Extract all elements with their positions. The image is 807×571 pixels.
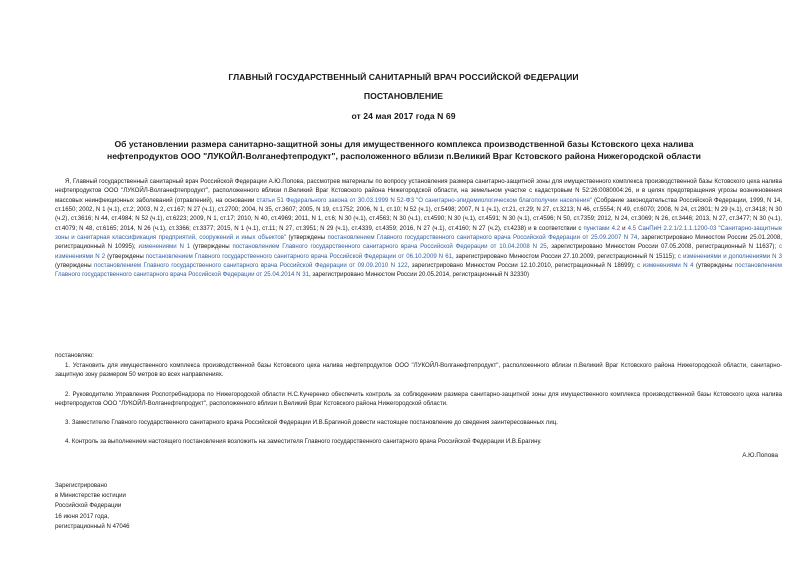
preamble-text: , зарегистрировано Минюстом России 12.10.2010, регистрационный N 18699); xyxy=(407,262,638,270)
registration-line: 16 июня 2017 года, xyxy=(55,512,110,520)
link-resolution-2014-31[interactable]: постановлением Главного государственного санитарного врача Российской Федерации от 25.04.2014 N 31 xyxy=(55,262,782,279)
link-amendments-1[interactable]: изменениями N 1 xyxy=(138,243,191,251)
preamble-text: (утверждены xyxy=(190,243,233,251)
preamble-text: , зарегистрировано Минюстом России 20.05.2014, регистрационный N 32330) xyxy=(308,271,530,279)
preamble-text: Я, Главный государственный санитарный врач Российской Федерации А.Ю.Попова, рассмотрев материалы по вопросу установления размера санитарно-защитной зоны для имущественного комплекса производственной базы Кстовского цеха налива нефтепродуктов ООО "ЛУКОЙЛ-Волганефтепродукт", расположенного вблизи п.Великий Враг Кстовского района Нижегородской области, на земельном участке с кадастровым N 52:26:0080004:26, и в целях предотвращения угрозы возникновения массовых неинфекционных заболеваний (отравлений), на основании xyxy=(55,178,782,204)
preamble-text: , зарегистрировано Минюстом России 27.10.2009, регистрационный N 15115); xyxy=(452,252,678,260)
link-resolution-2008-25[interactable]: постановлением Главного государственного санитарного врача Российской Федерации от 10.04.2008 N 25 xyxy=(232,243,547,251)
item-4 xyxy=(55,437,782,446)
document-title: Об установлении размера санитарно-защитной зоны для имущественного комплекса производственной базы Кстовского цеха налива нефтепродуктов ООО "ЛУКОЙЛ-Волганефтепродукт", расположенного вблизи п.Великий Враг Кстовского района Нижегородской области xyxy=(107,139,701,161)
registration-line: Российской Федерации xyxy=(55,502,122,510)
link-amendments-3[interactable]: с изменениями и дополнениями N 3 xyxy=(677,252,783,260)
preamble-text: , зарегистрировано Минюстом России 25.01.2008, регистрационный N 10995); xyxy=(55,234,782,251)
link-resolution-2007-74[interactable]: постановлением Главного государственного санитарного врача Российской Федерации от 25.09.2007 N 74 xyxy=(327,234,638,242)
item-4-text: 4. Контроль за выполнением настоящего постановления возложить на заместителя Главного государственного санитарного врача Российской Федерации И.В.Брагину. xyxy=(65,438,542,445)
link-amendments-2[interactable]: с изменениями N 2 xyxy=(55,243,783,260)
item-1 xyxy=(55,361,782,380)
preamble-text: и xyxy=(620,224,628,232)
item-3 xyxy=(55,418,782,427)
issuing-authority: ГЛАВНЫЙ ГОСУДАРСТВЕННЫЙ САНИТАРНЫЙ ВРАЧ РОССИЙСКОЙ ФЕДЕРАЦИИ xyxy=(228,72,579,82)
registration-line: Зарегистрировано xyxy=(55,482,108,489)
registration-line: регистрационный N 47046 xyxy=(55,522,130,530)
link-sanpin-item-4-5[interactable]: 4.5 СанПиН 2.2.1/2.1.1.1200-03 "Санитарно-защитные зоны и санитарная классификация предприятий, сооружений и иных объектов" xyxy=(55,224,782,242)
item-1-text: 1. Установить для имущественного комплекса производственной базы Кстовского цеха налива нефтепродуктов ООО "ЛУКОЙЛ-Волганефтепродукт", расположенного вблизи п.Великий Враг Кстовского района Нижегородской области, санитарно-защитную зону размером 50 метров во всех направлениях. xyxy=(55,362,782,379)
registration-block xyxy=(55,481,130,532)
preamble xyxy=(55,177,782,280)
link-amendments-4[interactable]: с изменениями N 4 xyxy=(637,262,694,270)
document-date-number: от 24 мая 2017 года N 69 xyxy=(351,111,456,121)
item-2-text: 2. Руководителю Управления Роспотребнадзора по Нижегородской области Н.С.Кучеренко обеспечить контроль за соблюдением размера санитарно-защитной зоны для имущественного комплекса производственной базы Кстовского цеха налива нефтепродуктов ООО "ЛУКОЙЛ-Волганефтепродукт", расположенного вблизи п.Великий Враг Кстовского района Нижегородской области. xyxy=(55,391,782,408)
registration-line: в Министерстве юстиции xyxy=(55,492,126,500)
link-resolution-2009-61[interactable]: постановлением Главного государственного санитарного врача Российской Федерации от 06.10.2009 N 61 xyxy=(145,252,452,260)
item-2 xyxy=(55,390,782,409)
preamble-text: (утверждены xyxy=(286,234,328,242)
link-sanpin-item-4-2[interactable]: пунктами 4.2 xyxy=(583,224,621,232)
signature: А.Ю.Попова xyxy=(742,452,778,459)
document-type: ПОСТАНОВЛЕНИЕ xyxy=(363,91,444,101)
preamble-text: (Собрание законодательства Российской Федерации, 1999, N 14, ст.1650; 2002, N 1 (ч.1), ст.2; 2003, N 2, ст.167; N 27 (ч.1), ст.2700; 2004, N 35, ст.3607; 2005, N 19, ст.1752; 2006, N 1, ст.10; N 52 (ч.1), ст.5498; 2007, N 1 (ч.1), ст.21, ст.29; N 27, ст.3213; N 46, ст.5554; N 49, ст.6070; 2008, N 24, ст.2801; N 29 (ч.1), ст.3418; N 30 (ч.2), ст.3616; N 44, ст.4984; N 52 (ч.1), ст.6223; 2009, N 1, ст.17; 2010, N 40, ст.4969; 2011, N 1, ст.6; N 30 (ч.1), ст.4563; N 30 (ч.1), ст.4590; N 30 (ч.1), ст.4591; N 30 (ч.1), ст.4596; N 50, ст.7359; 2012, N 24, ст.3069; N 26, ст.3446; 2013, N 27, ст.3477; N 30 (ч.1), ст.4079; N 48, ст.6165; 2014, N 26 (ч.1), ст.3366; ст.3377; 2015, N 1 (ч.1), ст.11; N 27, ст.3951; N 29 (ч.1), ст.4339, ст.4359; 2016, N 27 (ч.1), ст.4160; N 27 (ч.2), ст.4238) и в соответствии с xyxy=(55,196,782,232)
preamble-text: (утверждены xyxy=(105,252,146,260)
link-federal-law-art51[interactable]: статьи 51 Федерального закона от 30.03.1999 N 52-ФЗ "О санитарно-эпидемиологическом благополучии населения" xyxy=(256,196,592,204)
preamble-text: (утверждены xyxy=(55,262,95,270)
link-resolution-2010-122[interactable]: постановлением Главного государственного санитарного врача Российской Федерации от 09.09.2010 N 122 xyxy=(94,262,408,270)
preamble-text: (утверждены xyxy=(693,262,735,270)
item-3-text: 3. Заместителю Главного государственного санитарного врача Российской Федерации И.В.Брагиной довести настоящее постановление до сведения заинтересованных лиц. xyxy=(65,419,558,426)
resolved-keyword: постановляю: xyxy=(55,352,94,359)
preamble-text: , зарегистрировано Минюстом России 07.05.2008, регистрационный N 11637); xyxy=(546,243,779,251)
